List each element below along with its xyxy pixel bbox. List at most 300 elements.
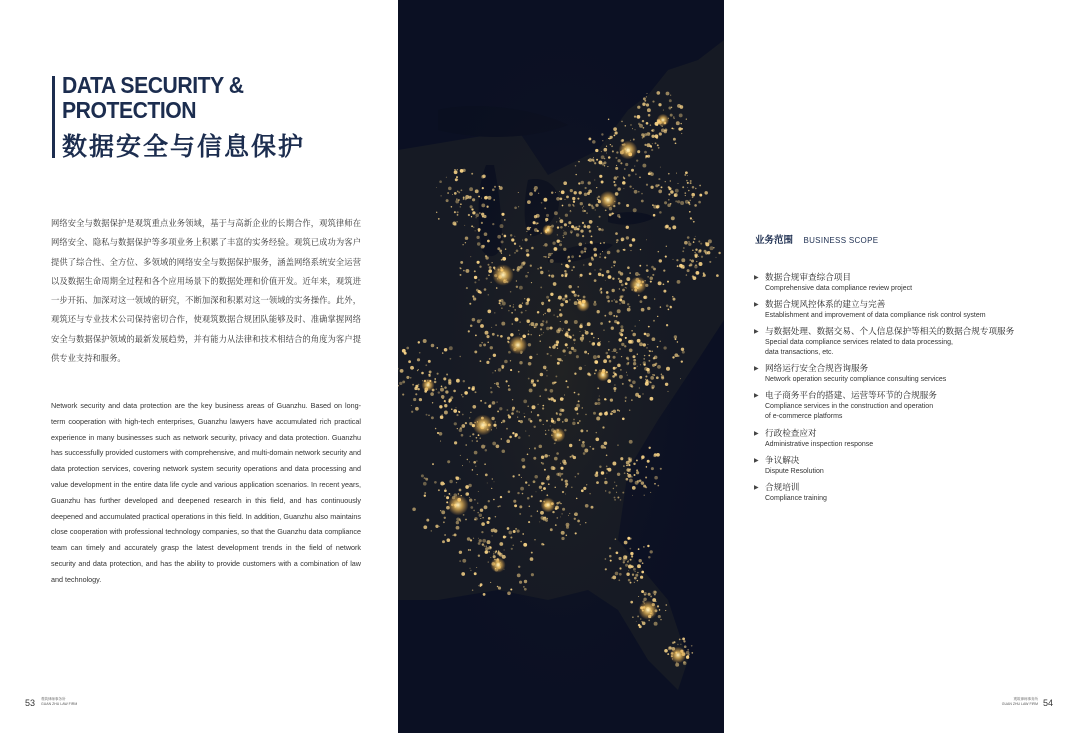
city-light-dot: [475, 391, 477, 393]
city-light-dot: [612, 351, 613, 352]
city-light-dot: [473, 227, 474, 228]
city-light-dot: [670, 180, 671, 181]
city-light-dot: [551, 192, 553, 194]
city-light-dot: [580, 337, 584, 341]
city-light-dot: [606, 153, 607, 154]
city-light-dot: [530, 557, 534, 561]
city-light-dot: [507, 337, 510, 340]
city-glow: [542, 224, 553, 235]
city-light-dot: [606, 472, 607, 473]
city-light-dot: [449, 493, 451, 495]
city-light-dot: [472, 589, 473, 590]
city-light-dot: [614, 135, 616, 137]
city-light-dot: [491, 282, 492, 283]
city-light-dot: [594, 301, 596, 303]
city-light-dot: [474, 572, 477, 575]
city-light-dot: [531, 379, 534, 382]
city-light-dot: [651, 467, 654, 470]
city-light-dot: [612, 375, 615, 378]
city-light-dot: [527, 454, 529, 456]
city-light-dot: [461, 424, 465, 428]
city-light-dot: [647, 93, 648, 94]
city-light-dot: [493, 499, 495, 501]
city-light-dot: [612, 575, 616, 579]
city-light-dot: [644, 355, 645, 356]
city-light-dot: [578, 400, 580, 402]
city-light-dot: [514, 435, 516, 437]
city-light-dot: [682, 186, 684, 188]
city-light-dot: [461, 394, 463, 396]
city-light-dot: [600, 322, 603, 325]
city-light-dot: [626, 277, 630, 281]
city-light-dot: [476, 437, 478, 439]
city-light-dot: [640, 364, 641, 365]
city-light-dot: [446, 177, 447, 178]
city-light-dot: [456, 379, 460, 383]
city-light-dot: [504, 219, 506, 221]
city-light-dot: [646, 466, 648, 468]
scope-item-en: Establishment and improvement of data compliance risk control system: [765, 312, 986, 319]
city-light-dot: [592, 221, 593, 222]
city-light-dot: [704, 191, 707, 194]
city-light-dot: [554, 442, 555, 443]
city-light-dot: [638, 191, 640, 193]
city-light-dot: [618, 278, 620, 280]
city-light-dot: [478, 196, 480, 198]
city-light-dot: [646, 239, 647, 240]
city-light-dot: [604, 412, 608, 416]
city-light-dot: [642, 164, 646, 168]
city-light-dot: [487, 540, 491, 544]
city-light-dot: [596, 481, 599, 484]
city-light-dot: [563, 237, 564, 238]
city-light-dot: [514, 252, 515, 253]
city-light-dot: [481, 222, 483, 224]
city-light-dot: [647, 344, 648, 345]
map-haze: [398, 0, 724, 733]
city-light-dot: [432, 402, 433, 403]
city-light-dot: [508, 531, 512, 535]
city-light-dot: [488, 551, 490, 553]
city-light-dot: [517, 492, 519, 494]
title-chinese: 数据安全与信息保护: [62, 132, 306, 161]
city-light-dot: [617, 409, 619, 411]
city-light-dot: [626, 204, 629, 207]
city-light-dot: [559, 191, 560, 192]
city-light-dot: [533, 480, 536, 483]
city-light-dot: [453, 409, 457, 413]
city-light-dot: [479, 344, 482, 347]
city-light-dot: [703, 274, 706, 277]
city-light-dot: [513, 530, 516, 533]
city-light-dot: [544, 207, 546, 209]
city-light-dot: [525, 481, 527, 483]
city-light-dot: [579, 191, 582, 194]
city-light-dot: [627, 308, 631, 312]
city-light-dot: [686, 651, 690, 655]
city-light-dot: [537, 380, 539, 382]
city-light-dot: [541, 462, 543, 464]
city-light-dot: [549, 346, 551, 348]
city-light-dot: [646, 333, 650, 337]
city-light-dot: [557, 240, 560, 243]
city-light-dot: [491, 262, 492, 263]
city-light-dot: [543, 424, 544, 425]
city-light-dot: [639, 265, 641, 267]
city-light-dot: [582, 222, 584, 224]
city-light-dot: [445, 488, 446, 489]
city-light-dot: [637, 572, 638, 573]
city-light-dot: [650, 492, 651, 493]
city-light-dot: [548, 429, 550, 431]
city-light-dot: [688, 243, 691, 246]
city-light-dot: [648, 360, 650, 362]
city-light-dot: [451, 206, 453, 208]
city-light-dot: [667, 391, 668, 392]
city-light-dot: [499, 553, 503, 557]
city-light-dot: [633, 208, 637, 212]
city-light-dot: [537, 311, 540, 314]
city-light-dot: [546, 321, 548, 323]
city-light-dot: [548, 253, 551, 256]
city-light-dot: [443, 521, 445, 523]
city-light-dot: [654, 298, 655, 299]
city-light-dot: [657, 605, 659, 607]
city-light-dot: [537, 268, 538, 269]
city-light-dot: [658, 178, 660, 180]
city-glow: [422, 379, 435, 392]
city-light-dot: [622, 383, 624, 385]
city-light-dot: [598, 398, 601, 401]
city-light-dot: [444, 411, 448, 415]
city-light-dot: [568, 515, 569, 516]
city-light-dot: [440, 388, 444, 392]
city-light-dot: [608, 138, 609, 139]
city-light-dot: [689, 259, 691, 261]
city-light-dot: [543, 332, 544, 333]
city-light-dot: [543, 487, 546, 490]
city-light-dot: [540, 323, 544, 327]
city-light-dot: [698, 250, 702, 254]
page-number-left: 53: [25, 698, 36, 708]
city-light-dot: [638, 295, 640, 297]
city-light-dot: [673, 641, 675, 643]
city-light-dot: [682, 637, 685, 640]
city-light-dot: [684, 645, 687, 648]
city-light-dot: [468, 549, 469, 550]
city-light-dot: [454, 441, 457, 444]
city-light-dot: [675, 663, 679, 667]
city-light-dot: [552, 242, 555, 245]
city-light-dot: [482, 539, 486, 543]
city-light-dot: [645, 155, 647, 157]
city-light-dot: [465, 236, 468, 239]
city-light-dot: [614, 184, 617, 187]
city-light-dot: [497, 247, 500, 250]
city-light-dot: [620, 369, 621, 370]
city-light-dot: [685, 200, 689, 204]
city-light-dot: [577, 520, 580, 523]
city-light-dot: [616, 315, 618, 317]
city-light-dot: [428, 360, 431, 363]
city-light-dot: [493, 199, 494, 200]
scope-item: [754, 364, 1064, 391]
city-light-dot: [598, 226, 599, 227]
city-light-dot: [572, 197, 575, 200]
city-light-dot: [544, 469, 546, 471]
city-light-dot: [626, 465, 628, 467]
city-light-dot: [469, 417, 470, 418]
city-light-dot: [643, 546, 645, 548]
city-light-dot: [473, 461, 476, 464]
scope-item-en-line2: data transactions, etc.: [765, 348, 834, 356]
city-light-dot: [508, 388, 511, 391]
city-light-dot: [592, 448, 594, 450]
city-light-dot: [553, 314, 554, 315]
city-light-dot: [648, 620, 650, 622]
city-light-dot: [570, 456, 572, 458]
footer-zh-left: 观筑律师事务所: [41, 697, 66, 701]
city-light-dot: [613, 127, 617, 131]
city-light-dot: [579, 277, 580, 278]
city-light-dot: [456, 176, 458, 178]
city-light-dot: [558, 501, 560, 503]
city-light-dot: [457, 214, 459, 216]
city-light-dot: [625, 337, 627, 339]
city-glow: [473, 415, 494, 436]
city-light-dot: [604, 158, 605, 159]
city-light-dot: [625, 397, 627, 399]
city-light-dot: [423, 482, 427, 486]
city-light-dot: [604, 165, 605, 166]
city-light-dot: [596, 471, 599, 474]
city-light-dot: [470, 324, 473, 327]
city-light-dot: [664, 130, 667, 133]
city-light-dot: [544, 454, 548, 458]
city-light-dot: [418, 388, 420, 390]
city-light-dot: [668, 187, 671, 190]
city-light-dot: [609, 321, 611, 323]
city-light-dot: [707, 251, 710, 254]
city-light-dot: [456, 199, 457, 200]
city-light-dot: [603, 359, 607, 363]
title-en-line2: PROTECTION: [62, 97, 197, 123]
city-light-dot: [402, 349, 406, 353]
city-light-dot: [638, 548, 640, 550]
city-light-dot: [563, 230, 564, 231]
city-light-dot: [587, 322, 591, 326]
city-light-dot: [568, 221, 571, 224]
city-light-dot: [524, 413, 525, 414]
city-light-dot: [494, 551, 495, 552]
city-light-dot: [500, 304, 501, 305]
city-light-dot: [519, 286, 523, 290]
city-light-dot: [585, 365, 586, 366]
city-light-dot: [625, 400, 627, 402]
city-light-dot: [704, 250, 707, 253]
city-light-dot: [591, 333, 594, 336]
city-light-dot: [485, 449, 488, 452]
city-light-dot: [605, 280, 606, 281]
city-light-dot: [600, 341, 601, 342]
city-glow: [509, 336, 527, 354]
city-light-dot: [627, 362, 629, 364]
city-light-dot: [465, 485, 469, 489]
city-light-dot: [606, 466, 608, 468]
city-light-dot: [659, 609, 661, 611]
city-light-dot: [530, 234, 532, 236]
city-light-dot: [680, 123, 681, 124]
city-light-dot: [440, 416, 443, 419]
city-light-dot: [485, 196, 488, 199]
city-light-dot: [444, 489, 447, 492]
city-light-dot: [695, 188, 696, 189]
city-light-dot: [560, 516, 561, 517]
city-light-dot: [644, 333, 647, 336]
city-light-dot: [579, 420, 581, 422]
map-svg: [398, 0, 724, 733]
city-light-dot: [614, 373, 617, 376]
city-light-dot: [602, 426, 604, 428]
city-light-dot: [560, 467, 563, 470]
city-light-dot: [633, 139, 635, 141]
city-light-dot: [536, 214, 540, 218]
city-light-dot: [649, 447, 651, 449]
city-light-dot: [582, 334, 584, 336]
city-light-dot: [455, 178, 458, 181]
city-light-dot: [701, 256, 703, 258]
city-light-dot: [415, 393, 417, 395]
city-light-dot: [462, 559, 466, 563]
city-light-dot: [480, 508, 483, 511]
city-light-dot: [485, 550, 489, 554]
city-light-dot: [610, 413, 613, 416]
city-light-dot: [583, 206, 584, 207]
city-light-dot: [611, 145, 613, 147]
city-light-dot: [546, 420, 548, 422]
city-light-dot: [651, 385, 655, 389]
city-light-dot: [533, 426, 535, 428]
city-light-dot: [598, 228, 601, 231]
city-light-dot: [578, 161, 579, 162]
city-light-dot: [561, 537, 564, 540]
city-light-dot: [595, 369, 597, 371]
city-light-dot: [601, 133, 603, 135]
city-light-dot: [426, 414, 428, 416]
city-light-dot: [660, 341, 661, 342]
city-light-dot: [518, 371, 520, 373]
city-light-dot: [477, 242, 480, 245]
city-light-dot: [508, 416, 511, 419]
city-light-dot: [588, 137, 591, 140]
city-light-dot: [492, 223, 494, 225]
city-light-dot: [638, 596, 639, 597]
city-light-dot: [642, 562, 644, 564]
city-light-dot: [444, 534, 446, 536]
city-light-dot: [550, 326, 553, 329]
city-light-dot: [663, 110, 664, 111]
city-light-dot: [426, 519, 429, 522]
city-light-dot: [683, 640, 685, 642]
city-light-dot: [516, 280, 517, 281]
city-light-dot: [639, 124, 643, 128]
city-light-dot: [509, 436, 512, 439]
city-light-dot: [530, 515, 532, 517]
city-light-dot: [585, 504, 589, 508]
city-light-dot: [479, 539, 482, 542]
city-light-dot: [419, 398, 422, 401]
city-light-dot: [627, 303, 629, 305]
city-glow: [551, 428, 566, 443]
scope-item-zh: 数据合规审查综合项目: [765, 273, 851, 283]
city-light-dot: [519, 304, 523, 308]
city-light-dot: [632, 333, 636, 337]
city-light-dot: [573, 201, 575, 203]
city-light-dot: [615, 572, 619, 576]
city-light-dot: [400, 369, 404, 373]
city-light-dot: [586, 430, 588, 432]
triangle-bullet-icon: ▶: [754, 485, 759, 491]
city-light-dot: [458, 191, 460, 193]
city-light-dot: [589, 192, 590, 193]
city-light-dot: [557, 358, 559, 360]
city-light-dot: [699, 185, 701, 187]
city-light-dot: [611, 327, 614, 330]
city-light-dot: [599, 175, 602, 178]
city-light-dot: [417, 358, 420, 361]
city-light-dot: [472, 405, 476, 409]
city-light-dot: [529, 506, 531, 508]
city-light-dot: [545, 218, 548, 221]
city-light-dot: [609, 547, 611, 549]
city-light-dot: [488, 269, 492, 273]
city-light-dot: [565, 486, 567, 488]
city-light-dot: [616, 551, 619, 554]
city-light-dot: [589, 272, 592, 275]
city-light-dot: [561, 513, 562, 514]
city-light-dot: [477, 503, 478, 504]
business-scope-list: [754, 273, 1064, 510]
city-light-dot: [599, 466, 601, 468]
city-light-dot: [629, 410, 630, 411]
city-light-dot: [573, 419, 575, 421]
city-light-dot: [459, 560, 460, 561]
city-light-dot: [448, 380, 452, 384]
city-light-dot: [658, 147, 660, 149]
city-light-dot: [658, 615, 661, 618]
city-light-dot: [597, 387, 599, 389]
city-light-dot: [540, 373, 544, 377]
city-light-dot: [631, 169, 634, 172]
city-light-dot: [478, 542, 481, 545]
city-light-dot: [603, 148, 607, 152]
city-light-dot: [571, 225, 574, 228]
city-light-dot: [491, 488, 492, 489]
city-light-dot: [673, 116, 674, 117]
city-light-dot: [501, 240, 504, 243]
city-light-dot: [557, 362, 560, 365]
city-light-dot: [470, 412, 471, 413]
city-light-dot: [494, 421, 496, 423]
city-light-dot: [656, 376, 659, 379]
city-light-dot: [519, 245, 521, 247]
city-light-dot: [435, 525, 438, 528]
city-light-dot: [695, 264, 697, 266]
city-light-dot: [653, 214, 656, 217]
city-light-dot: [614, 176, 617, 179]
city-light-dot: [446, 199, 449, 202]
city-light-dot: [547, 518, 549, 520]
